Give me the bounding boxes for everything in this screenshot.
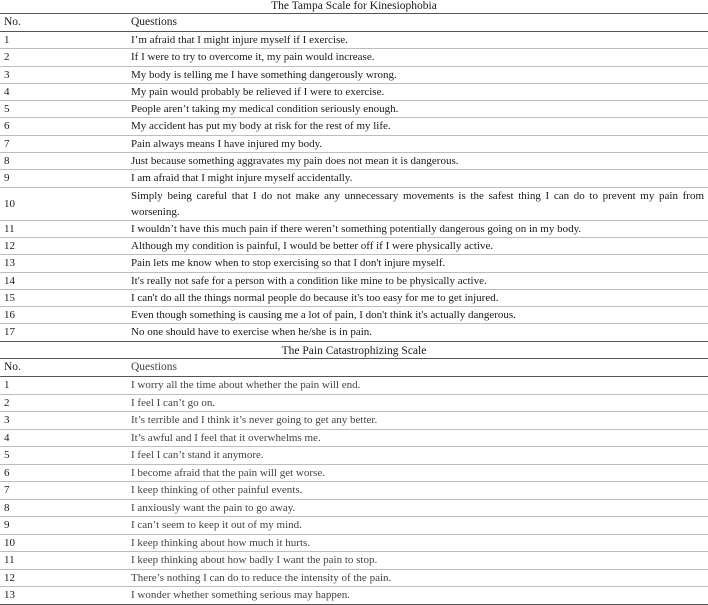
table-row bbox=[0, 412, 708, 430]
row-number: 13 bbox=[4, 589, 15, 601]
pcs-rows bbox=[0, 377, 708, 605]
row-question: I keep thinking of other painful events. bbox=[131, 484, 303, 496]
row-question: People aren’t taking my medical condition seriously enough. bbox=[131, 103, 399, 116]
table-row bbox=[0, 324, 708, 341]
table-row bbox=[0, 570, 708, 588]
row-question: Just because something aggravates my pain does not mean it is dangerous. bbox=[131, 155, 459, 168]
row-number: 5 bbox=[4, 449, 10, 461]
table-row bbox=[0, 500, 708, 518]
table-row bbox=[0, 552, 708, 570]
row-question: Simply being careful that I do not make any unnecessary movements is the safest thing I can do to prevent my pain from worsening. bbox=[131, 189, 704, 218]
row-number: 2 bbox=[4, 51, 10, 64]
row-question: It's really not safe for a person with a condition like mine to be physically active. bbox=[131, 274, 487, 287]
row-question: There’s nothing I can do to reduce the intensity of the pain. bbox=[131, 571, 392, 584]
table-row bbox=[0, 101, 708, 118]
table-row bbox=[0, 221, 708, 238]
table-caption: The Pain Catastrophizing Scale bbox=[281, 345, 427, 357]
row-number: 10 bbox=[4, 536, 15, 549]
table-header bbox=[0, 358, 708, 377]
row-question: I keep thinking about how badly I want the pain to stop. bbox=[131, 554, 378, 566]
row-number: 1 bbox=[4, 379, 10, 391]
row-number: 17 bbox=[4, 326, 15, 339]
row-question: If I were to try to overcome it, my pain would increase. bbox=[131, 51, 375, 64]
table-row bbox=[0, 465, 708, 483]
row-question: I can’t seem to keep it out of my mind. bbox=[131, 519, 302, 531]
row-question: My accident has put my body at risk for the rest of my life. bbox=[131, 120, 391, 133]
row-question: I keep thinking about how much it hurts. bbox=[131, 536, 311, 549]
row-number: 3 bbox=[4, 414, 10, 426]
row-question: I feel I can’t go on. bbox=[131, 396, 216, 409]
row-number: 14 bbox=[4, 274, 15, 287]
row-number: 7 bbox=[4, 137, 10, 150]
table-row bbox=[0, 153, 708, 170]
table-row bbox=[0, 32, 708, 49]
row-number: 7 bbox=[4, 484, 10, 496]
row-number: 2 bbox=[4, 396, 10, 409]
table-header bbox=[0, 13, 708, 32]
row-number: 11 bbox=[4, 222, 15, 235]
pain-catastrophizing-table bbox=[0, 345, 708, 605]
table-row bbox=[0, 49, 708, 66]
row-question: I worry all the time about whether the pain will end. bbox=[131, 379, 361, 391]
row-number: 12 bbox=[4, 571, 15, 584]
table-row bbox=[0, 395, 708, 413]
row-number: 12 bbox=[4, 239, 15, 252]
table-row bbox=[0, 118, 708, 135]
row-number: 9 bbox=[4, 172, 10, 185]
row-question: Pain always means I have injured my body. bbox=[131, 137, 323, 150]
table-row bbox=[0, 482, 708, 500]
row-question: Although my condition is painful, I would be better off if I were physically active. bbox=[131, 239, 494, 252]
header-no: No. bbox=[4, 361, 21, 373]
row-number: 6 bbox=[4, 120, 10, 133]
row-number: 13 bbox=[4, 257, 15, 270]
row-question: No one should have to exercise when he/she is in pain. bbox=[131, 326, 373, 339]
table-row bbox=[0, 447, 708, 465]
row-number: 4 bbox=[4, 431, 10, 444]
table-row bbox=[0, 587, 708, 605]
row-number: 5 bbox=[4, 103, 10, 116]
row-question: I am afraid that I might injure myself accidentally. bbox=[131, 172, 353, 185]
row-number: 8 bbox=[4, 501, 10, 514]
row-number: 1 bbox=[4, 34, 10, 46]
header-no: No. bbox=[4, 16, 21, 28]
table-row bbox=[0, 255, 708, 272]
row-question: I anxiously want the pain to go away. bbox=[131, 501, 296, 514]
table-row bbox=[0, 430, 708, 448]
table-row bbox=[0, 273, 708, 290]
table-row bbox=[0, 290, 708, 307]
row-question: I become afraid that the pain will get worse. bbox=[131, 466, 325, 479]
table-row bbox=[0, 136, 708, 153]
table-row bbox=[0, 188, 708, 221]
row-number: 6 bbox=[4, 466, 10, 479]
table-row bbox=[0, 170, 708, 187]
row-question: I wonder whether something serious may happen. bbox=[131, 589, 351, 601]
row-number: 8 bbox=[4, 155, 10, 168]
row-question: I can't do all the things normal people do because it's too easy for me to get injured. bbox=[131, 291, 499, 304]
table-caption: The Tampa Scale for Kinesiophobia bbox=[271, 0, 437, 12]
row-question: My pain would probably be relieved if I were to exercise. bbox=[131, 85, 385, 98]
row-number: 4 bbox=[4, 85, 10, 98]
row-number: 11 bbox=[4, 554, 15, 566]
table-row bbox=[0, 67, 708, 84]
row-question: I feel I can’t stand it anymore. bbox=[131, 449, 264, 461]
row-question: Even though something is causing me a lot of pain, I don't think it's actually dangerous. bbox=[131, 309, 516, 322]
row-number: 10 bbox=[4, 197, 15, 210]
row-number: 15 bbox=[4, 291, 15, 304]
row-question: My body is telling me I have something dangerously wrong. bbox=[131, 68, 397, 81]
table-row bbox=[0, 307, 708, 324]
row-question: It’s awful and I feel that it overwhelms me. bbox=[131, 431, 321, 444]
row-number: 9 bbox=[4, 519, 10, 531]
row-number: 16 bbox=[4, 309, 15, 322]
header-questions: Questions bbox=[131, 361, 177, 373]
table-row bbox=[0, 238, 708, 255]
table-row bbox=[0, 377, 708, 395]
table-row bbox=[0, 84, 708, 101]
table-row bbox=[0, 535, 708, 553]
row-question: Pain lets me know when to stop exercising so that I don't injure myself. bbox=[131, 257, 446, 270]
table-row bbox=[0, 517, 708, 535]
row-question: It’s terrible and I think it’s never going to get any better. bbox=[131, 414, 378, 426]
row-number: 3 bbox=[4, 68, 10, 81]
tampa-rows bbox=[0, 32, 708, 342]
row-question: I’m afraid that I might injure myself if I exercise. bbox=[131, 34, 348, 46]
header-questions: Questions bbox=[131, 16, 177, 28]
row-question: I wouldn’t have this much pain if there weren’t something potentially dangerous going on in my body. bbox=[131, 222, 582, 235]
